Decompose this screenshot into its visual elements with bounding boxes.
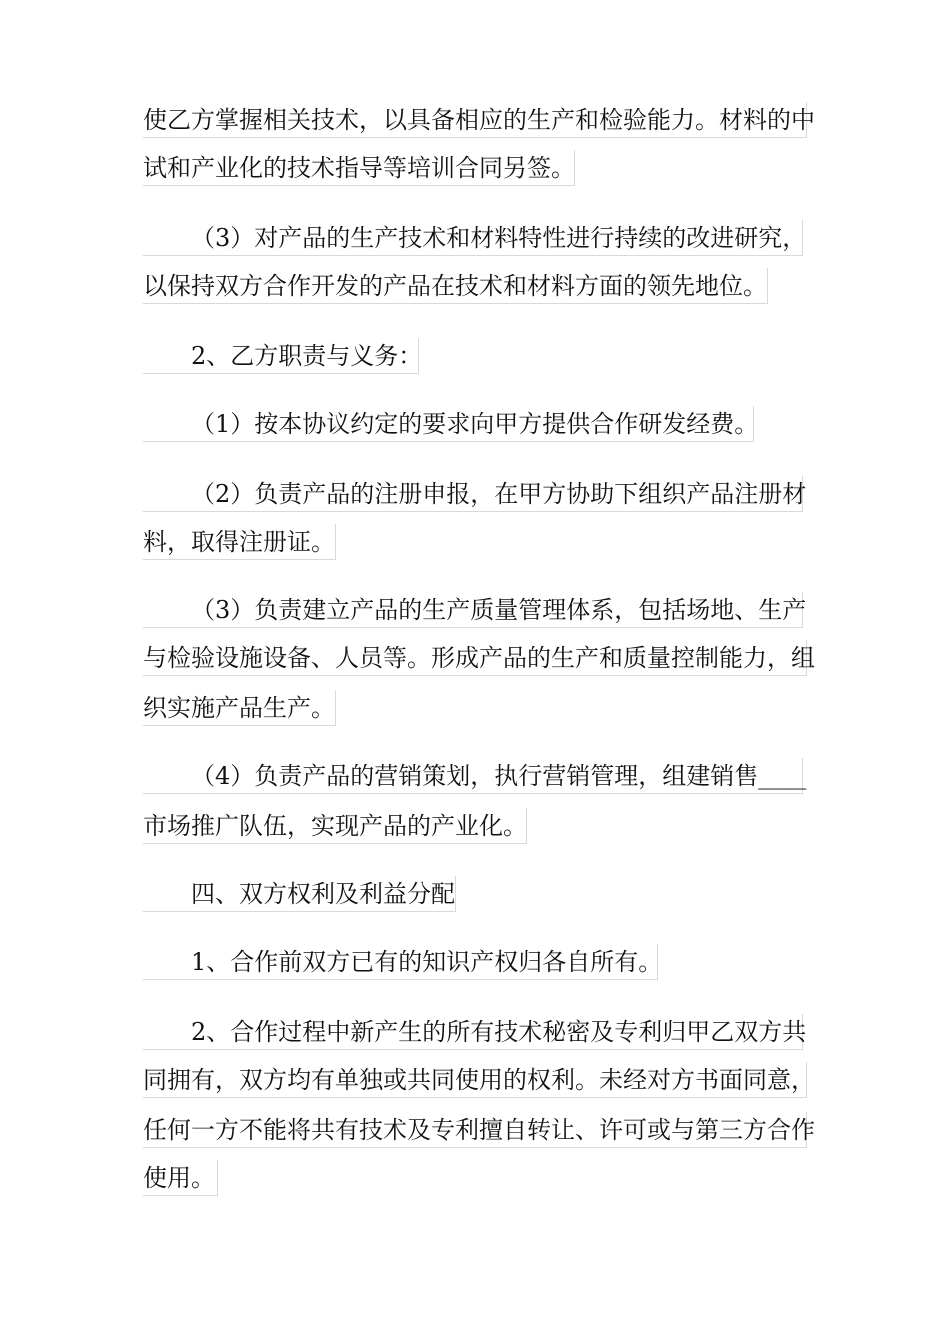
text-line: （2）负责产品的注册申报，在甲方协助下组织产品注册材 [143,476,803,512]
text-line: （4）负责产品的营销策划，执行营销管理，组建销售____ [143,758,803,794]
text-line: （3）负责建立产品的生产质量管理体系，包括场地、生产 [143,592,803,628]
text-line: 同拥有，双方均有单独或共同使用的权利。未经对方书面同意， [143,1062,807,1098]
text-line: 使乙方掌握相关技术，以具备相应的生产和检验能力。材料的中 [143,102,807,138]
text-line: 任何一方不能将共有技术及专利擅自转让、许可或与第三方合作 [143,1112,807,1148]
section-heading: 2、乙方职责与义务： [143,338,419,374]
text-line: 使用。 [143,1160,218,1196]
text-line: （1）按本协议约定的要求向甲方提供合作研发经费。 [143,406,754,442]
text-line: 1、合作前双方已有的知识产权归各自所有。 [143,944,658,980]
text-line: 织实施产品生产。 [143,690,336,726]
section-heading: 四、双方权利及利益分配 [143,876,456,912]
text-line: 以保持双方合作开发的产品在技术和材料方面的领先地位。 [143,268,768,304]
text-line: 与检验设施设备、人员等。形成产品的生产和质量控制能力，组 [143,640,807,676]
text-line: （3）对产品的生产技术和材料特性进行持续的改进研究， [143,220,803,256]
text-line: 市场推广队伍，实现产品的产业化。 [143,808,527,844]
text-line: 2、合作过程中新产生的所有技术秘密及专利归甲乙双方共 [143,1014,803,1050]
text-line: 试和产业化的技术指导等培训合同另签。 [143,150,575,186]
text-line: 料，取得注册证。 [143,524,336,560]
